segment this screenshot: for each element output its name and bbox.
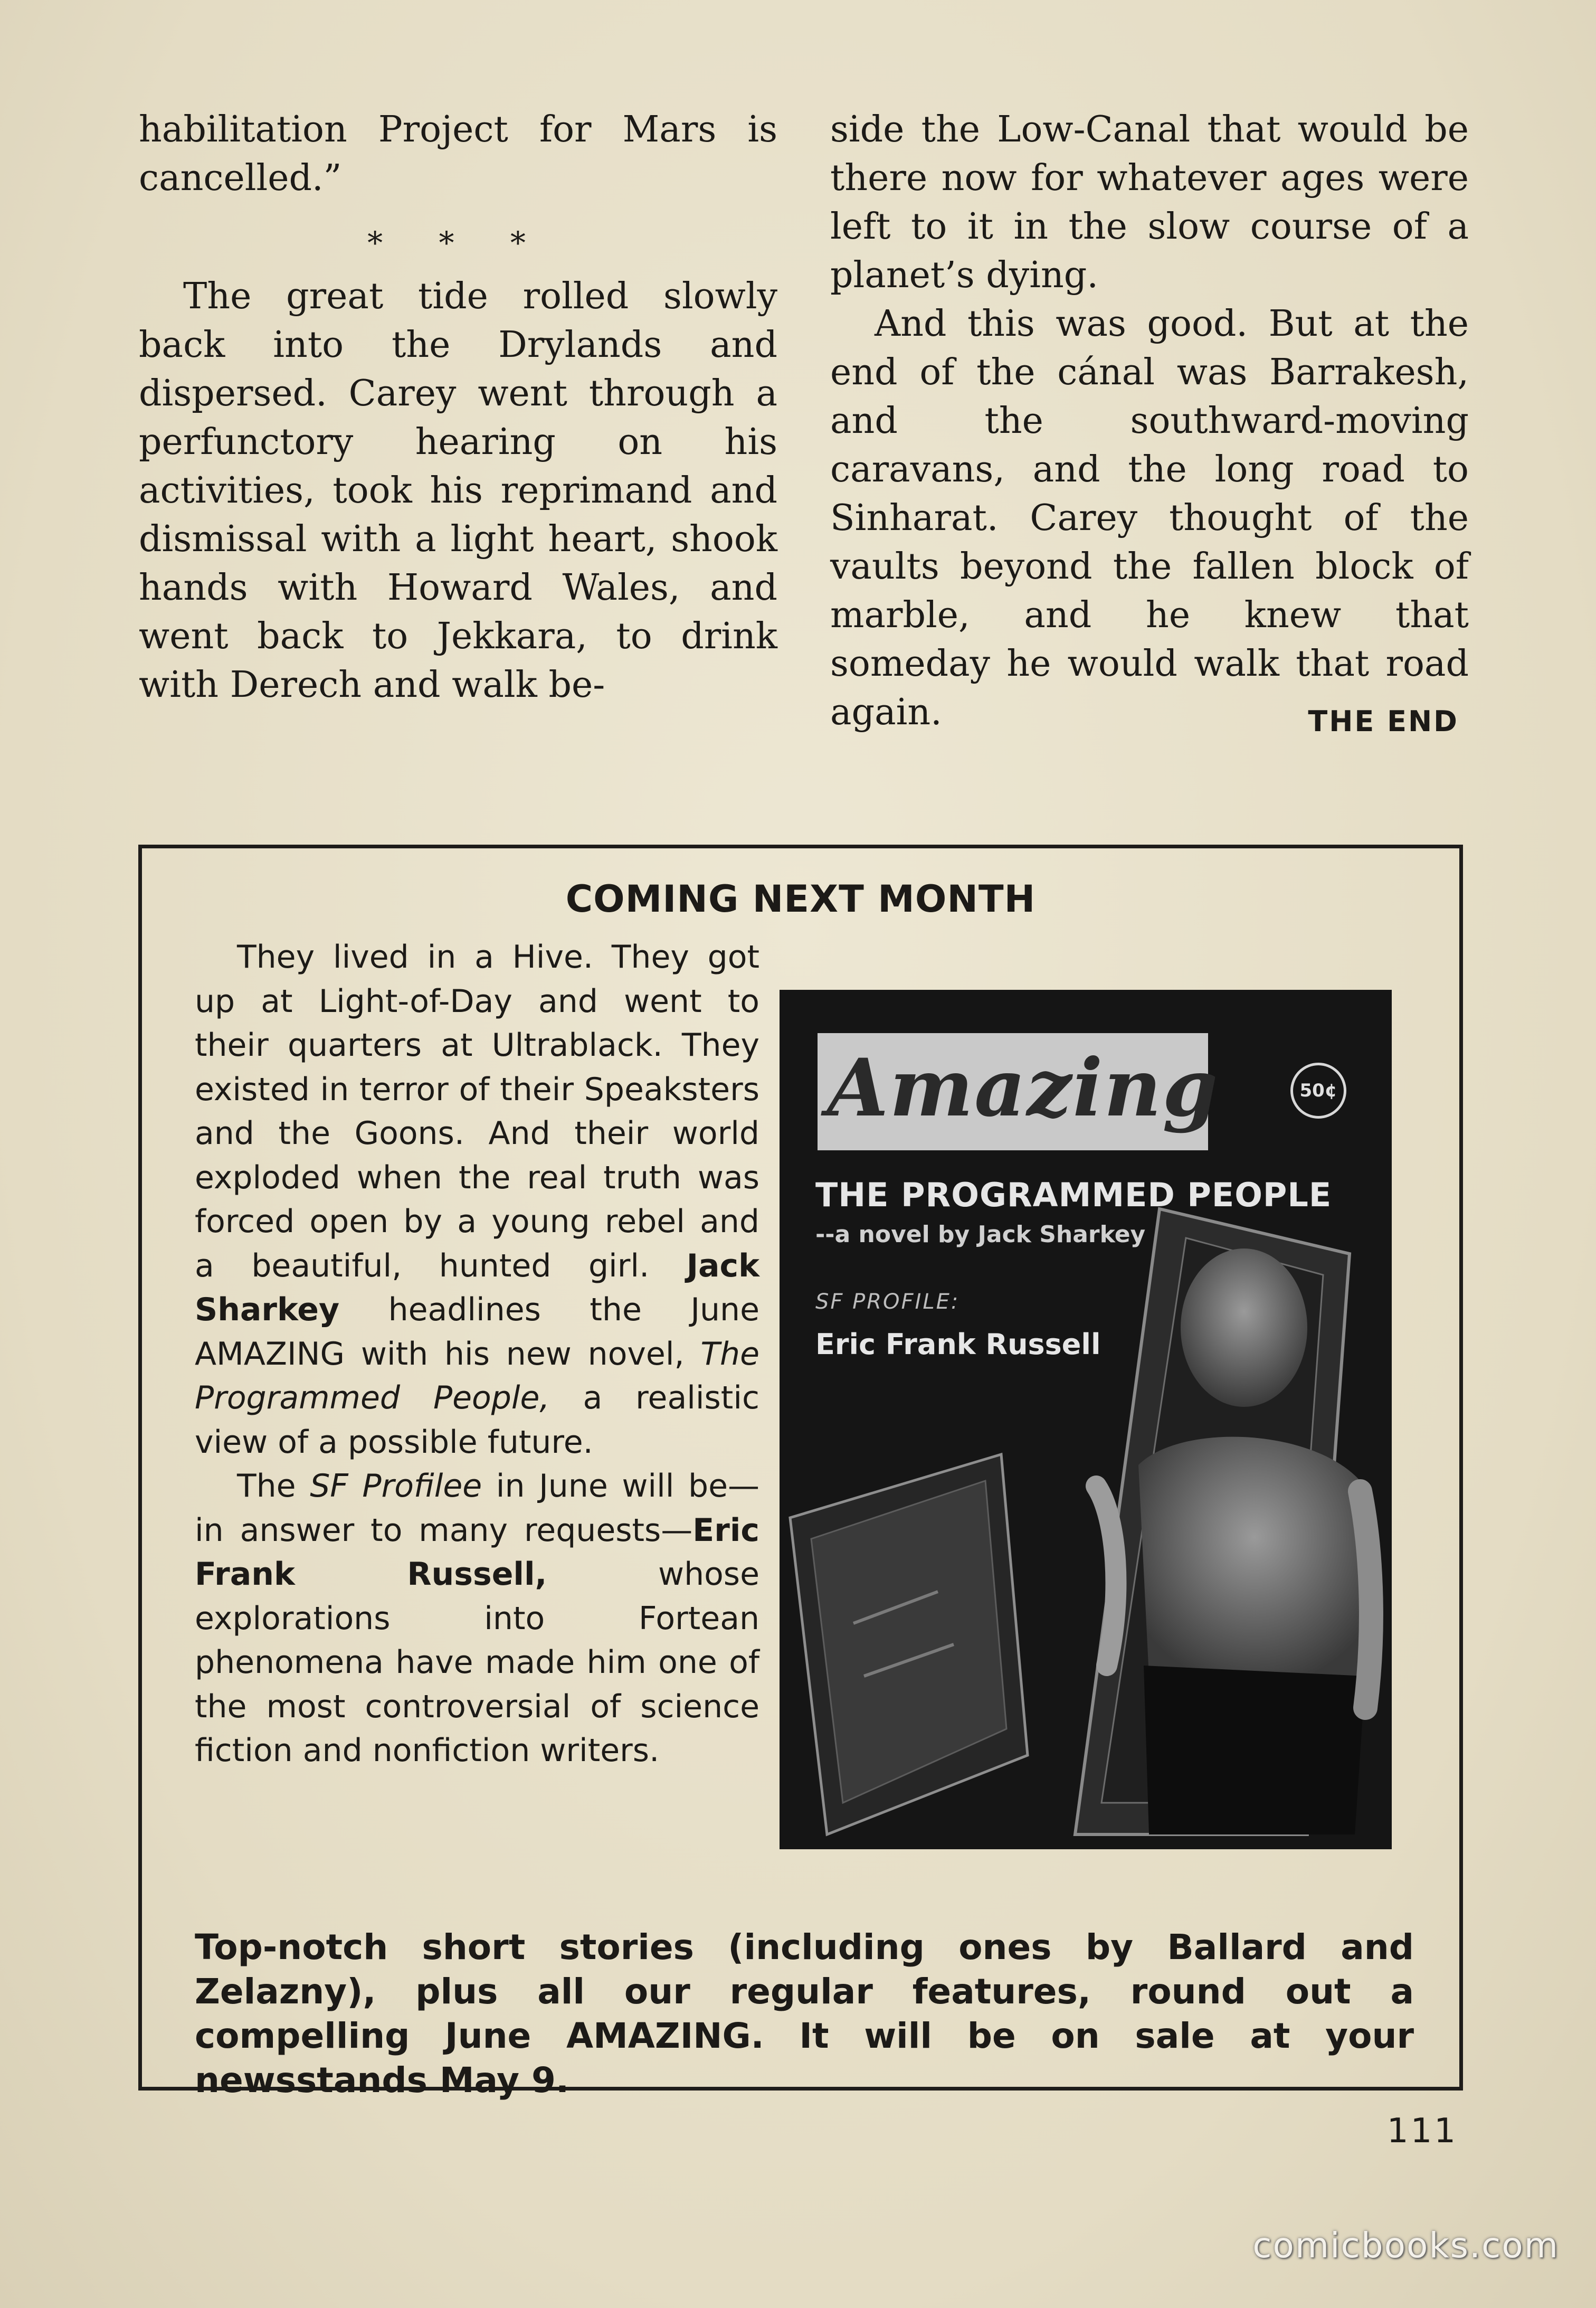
- story-paragraph: The great tide rolled slowly back into the Drylands and dispersed. Carey went through a perfunctory hearing on his activities, took his reprimand and dismissal with a light heart, shook hands with Howard Wales, and went back to Jekkara, to drink with Derech and walk be-: [139, 276, 777, 706]
- cover-subline: --a novel by Jack Sharkey: [815, 1221, 1146, 1248]
- cover-profile-label: SF PROFILE:: [815, 1290, 960, 1314]
- story-column-left: [139, 106, 777, 710]
- blurb-paragraph: [195, 1464, 759, 1773]
- price-badge: 50¢: [1290, 1063, 1346, 1119]
- announcement-blurb: [195, 935, 759, 1773]
- story-column-right: [830, 106, 1469, 737]
- cover-masthead: [818, 1033, 1219, 1150]
- page-number: 111: [1386, 2112, 1458, 2151]
- blurb-paragraph: [195, 935, 759, 1464]
- blurb-text: a realistic view of a possible future.: [195, 1379, 759, 1461]
- masthead-title: Amazing: [827, 1042, 1219, 1134]
- story-paragraph: habilitation Project for Mars is cancelled.”: [139, 109, 777, 199]
- blurb-text: headlines the June AMAZING with his new novel,: [195, 1291, 759, 1373]
- site-watermark: comicbooks.com: [1252, 2225, 1559, 2266]
- cover-profile-name: Eric Frank Russell: [815, 1328, 1101, 1361]
- blurb-text: The: [237, 1468, 310, 1505]
- cover-headline: THE PROGRAMMED PEOPLE: [815, 1176, 1332, 1214]
- coming-next-month-box: [138, 845, 1463, 2101]
- section-break: * * *: [367, 225, 549, 261]
- blurb-text: whose explorations into Fortean phenomena have made him one of the most controversial of science fiction and nonfiction writers.: [195, 1556, 759, 1769]
- magazine-cover-image: [780, 990, 1392, 1849]
- profile-feature: SF Profilee: [310, 1468, 482, 1505]
- story-paragraph: side the Low-Canal that would be there now for whatever ages were left to it in the slow course of a planet’s dying.: [830, 109, 1469, 296]
- novel-title: The Programmed People,: [195, 1335, 759, 1416]
- blurb-text: in June will be—in answer to many requests—: [195, 1468, 759, 1549]
- story-paragraph: And this was good. But at the end of the cánal was Barrakesh, and the southward-moving caravans, and the long road to Sinharat. Carey thought of the vaults beyond the fallen block of marble, and he knew that someday he would walk that road again.: [830, 303, 1469, 733]
- announcement-footer: Top-notch short stories (including ones by Ballard and Zelazny), plus all our regular features, round out a compelling June AMAZING. It will be on sale at your newsstands May 9.: [195, 1927, 1414, 2101]
- profile-name: Eric Frank Russell,: [195, 1511, 759, 1593]
- author-name: Jack Sharkey: [195, 1247, 759, 1328]
- box-title: COMING NEXT MONTH: [565, 877, 1036, 921]
- blurb-text: They lived in a Hive. They got up at Light-of-Day and went to their quarters at Ultrablack. They existed in terror of their Speaksters and the Goons. And their world exploded when the real truth was forced open by a young rebel and a beautiful, hunted girl.: [195, 939, 759, 1284]
- the-end-label: THE END: [1308, 705, 1459, 738]
